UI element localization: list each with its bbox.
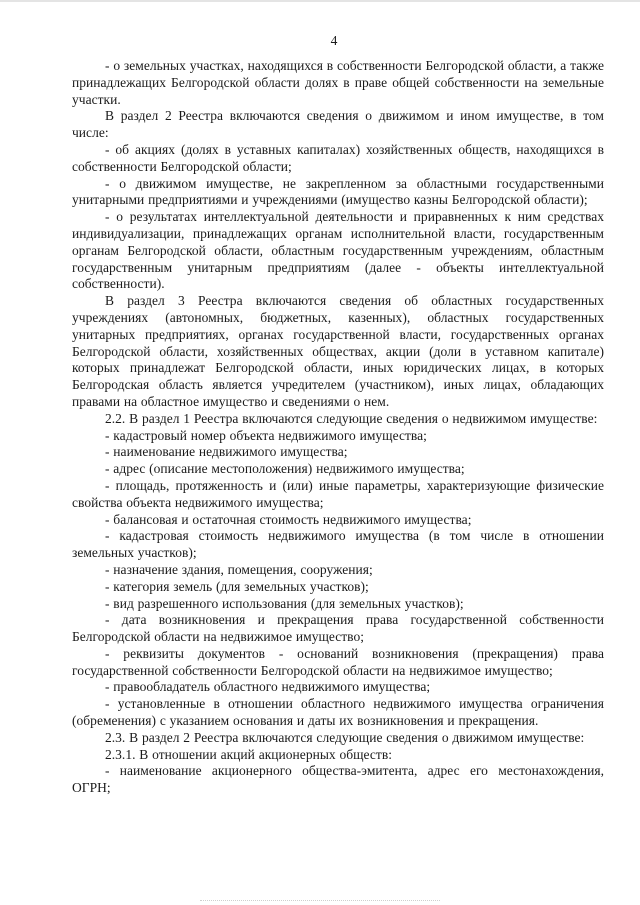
paragraph-intellectual-property: - о результатах интеллектуальной деятельности и приравненных к ним средствах индивидуализации, принадлежащих органам исполнительной власти, государственным органам Белгородской области, областным государственным учреждениям, областным государственным унитарным предприятиям (далее - объекты интеллектуальной собственности).: [72, 209, 604, 292]
paragraph-movable-property: - о движимом имуществе, не закрепленном за областными государственными унитарными предприятиями и учреждениями (имущество казны Белгородской области);: [72, 175, 604, 208]
scan-bottom-edge: [200, 900, 440, 902]
scan-top-edge: [0, 0, 640, 2]
list-item-ownership-dates: - дата возникновения и прекращения права государственной собственности Белгородской области на недвижимое имущество;: [72, 612, 604, 645]
paragraph-2-2-intro: 2.2. В раздел 1 Реестра включаются следующие сведения о недвижимом имуществе:: [105, 410, 598, 426]
paragraph-shares: - об акциях (долях в уставных капиталах) хозяйственных обществ, находящихся в собственности Белгородской области;: [72, 141, 604, 174]
list-item-encumbrances: - установленные в отношении областного недвижимого имущества ограничения (обременения) с указанием основания и даты их возникновения и прекращения.: [72, 696, 604, 729]
list-item-permitted-use: - вид разрешенного использования (для земельных участков);: [105, 595, 464, 611]
list-item-issuer-name: - наименование акционерного общества-эмитента, адрес его местонахождения, ОГРН;: [72, 763, 604, 796]
paragraph-2-3-intro: 2.3. В раздел 2 Реестра включаются следующие сведения о движимом имуществе:: [105, 729, 585, 745]
list-item-right-holder: - правообладатель областного недвижимого имущества;: [105, 679, 431, 695]
paragraph-land-plots: - о земельных участках, находящихся в собственности Белгородской области, а также принадлежащих Белгородской области долях в праве общей собственности на земельные участки.: [72, 58, 604, 107]
list-item-purpose: - назначение здания, помещения, сооружения;: [105, 561, 373, 577]
document-body: [72, 58, 604, 797]
list-item-address: - адрес (описание местоположения) недвижимого имущества;: [105, 461, 465, 477]
list-item-document-details: - реквизиты документов - оснований возникновения (прекращения) права государственной собственности Белгородской области на недвижимое имущество;: [72, 645, 604, 678]
list-item-book-value: - балансовая и остаточная стоимость недвижимого имущества;: [105, 511, 472, 527]
list-item-cadastral-value: - кадастровая стоимость недвижимого имущества (в том числе в отношении земельных участков);: [72, 528, 604, 561]
list-item-land-category: - категория земель (для земельных участков);: [105, 578, 369, 594]
paragraph-section-2-intro: В раздел 2 Реестра включаются сведения о движимом и ином имуществе, в том числе:: [72, 108, 604, 141]
paragraph-2-3-1: 2.3.1. В отношении акций акционерных обществ:: [105, 746, 393, 762]
page-number: 4: [330, 33, 338, 48]
paragraph-section-3: В раздел 3 Реестра включаются сведения об областных государственных учреждениях (автономных, бюджетных, казенных), областных государственных унитарных предприятиях, органах государственной власти, государственных органах Белгородской области, хозяйственных обществах, акции (доли в уставном капитале) которых принадлежат Белгородской области, иных юридических лицах, в которых Белгородская область является учредителем (участником), иных лицах, обладающих правами на областное имущество и сведениями о нем.: [72, 293, 604, 409]
list-item-name: - наименование недвижимого имущества;: [105, 444, 348, 460]
list-item-cadastral-number: - кадастровый номер объекта недвижимого имущества;: [105, 427, 427, 443]
list-item-area: - площадь, протяженность и (или) иные параметры, характеризующие физические свойства объекта недвижимого имущества;: [72, 477, 604, 510]
